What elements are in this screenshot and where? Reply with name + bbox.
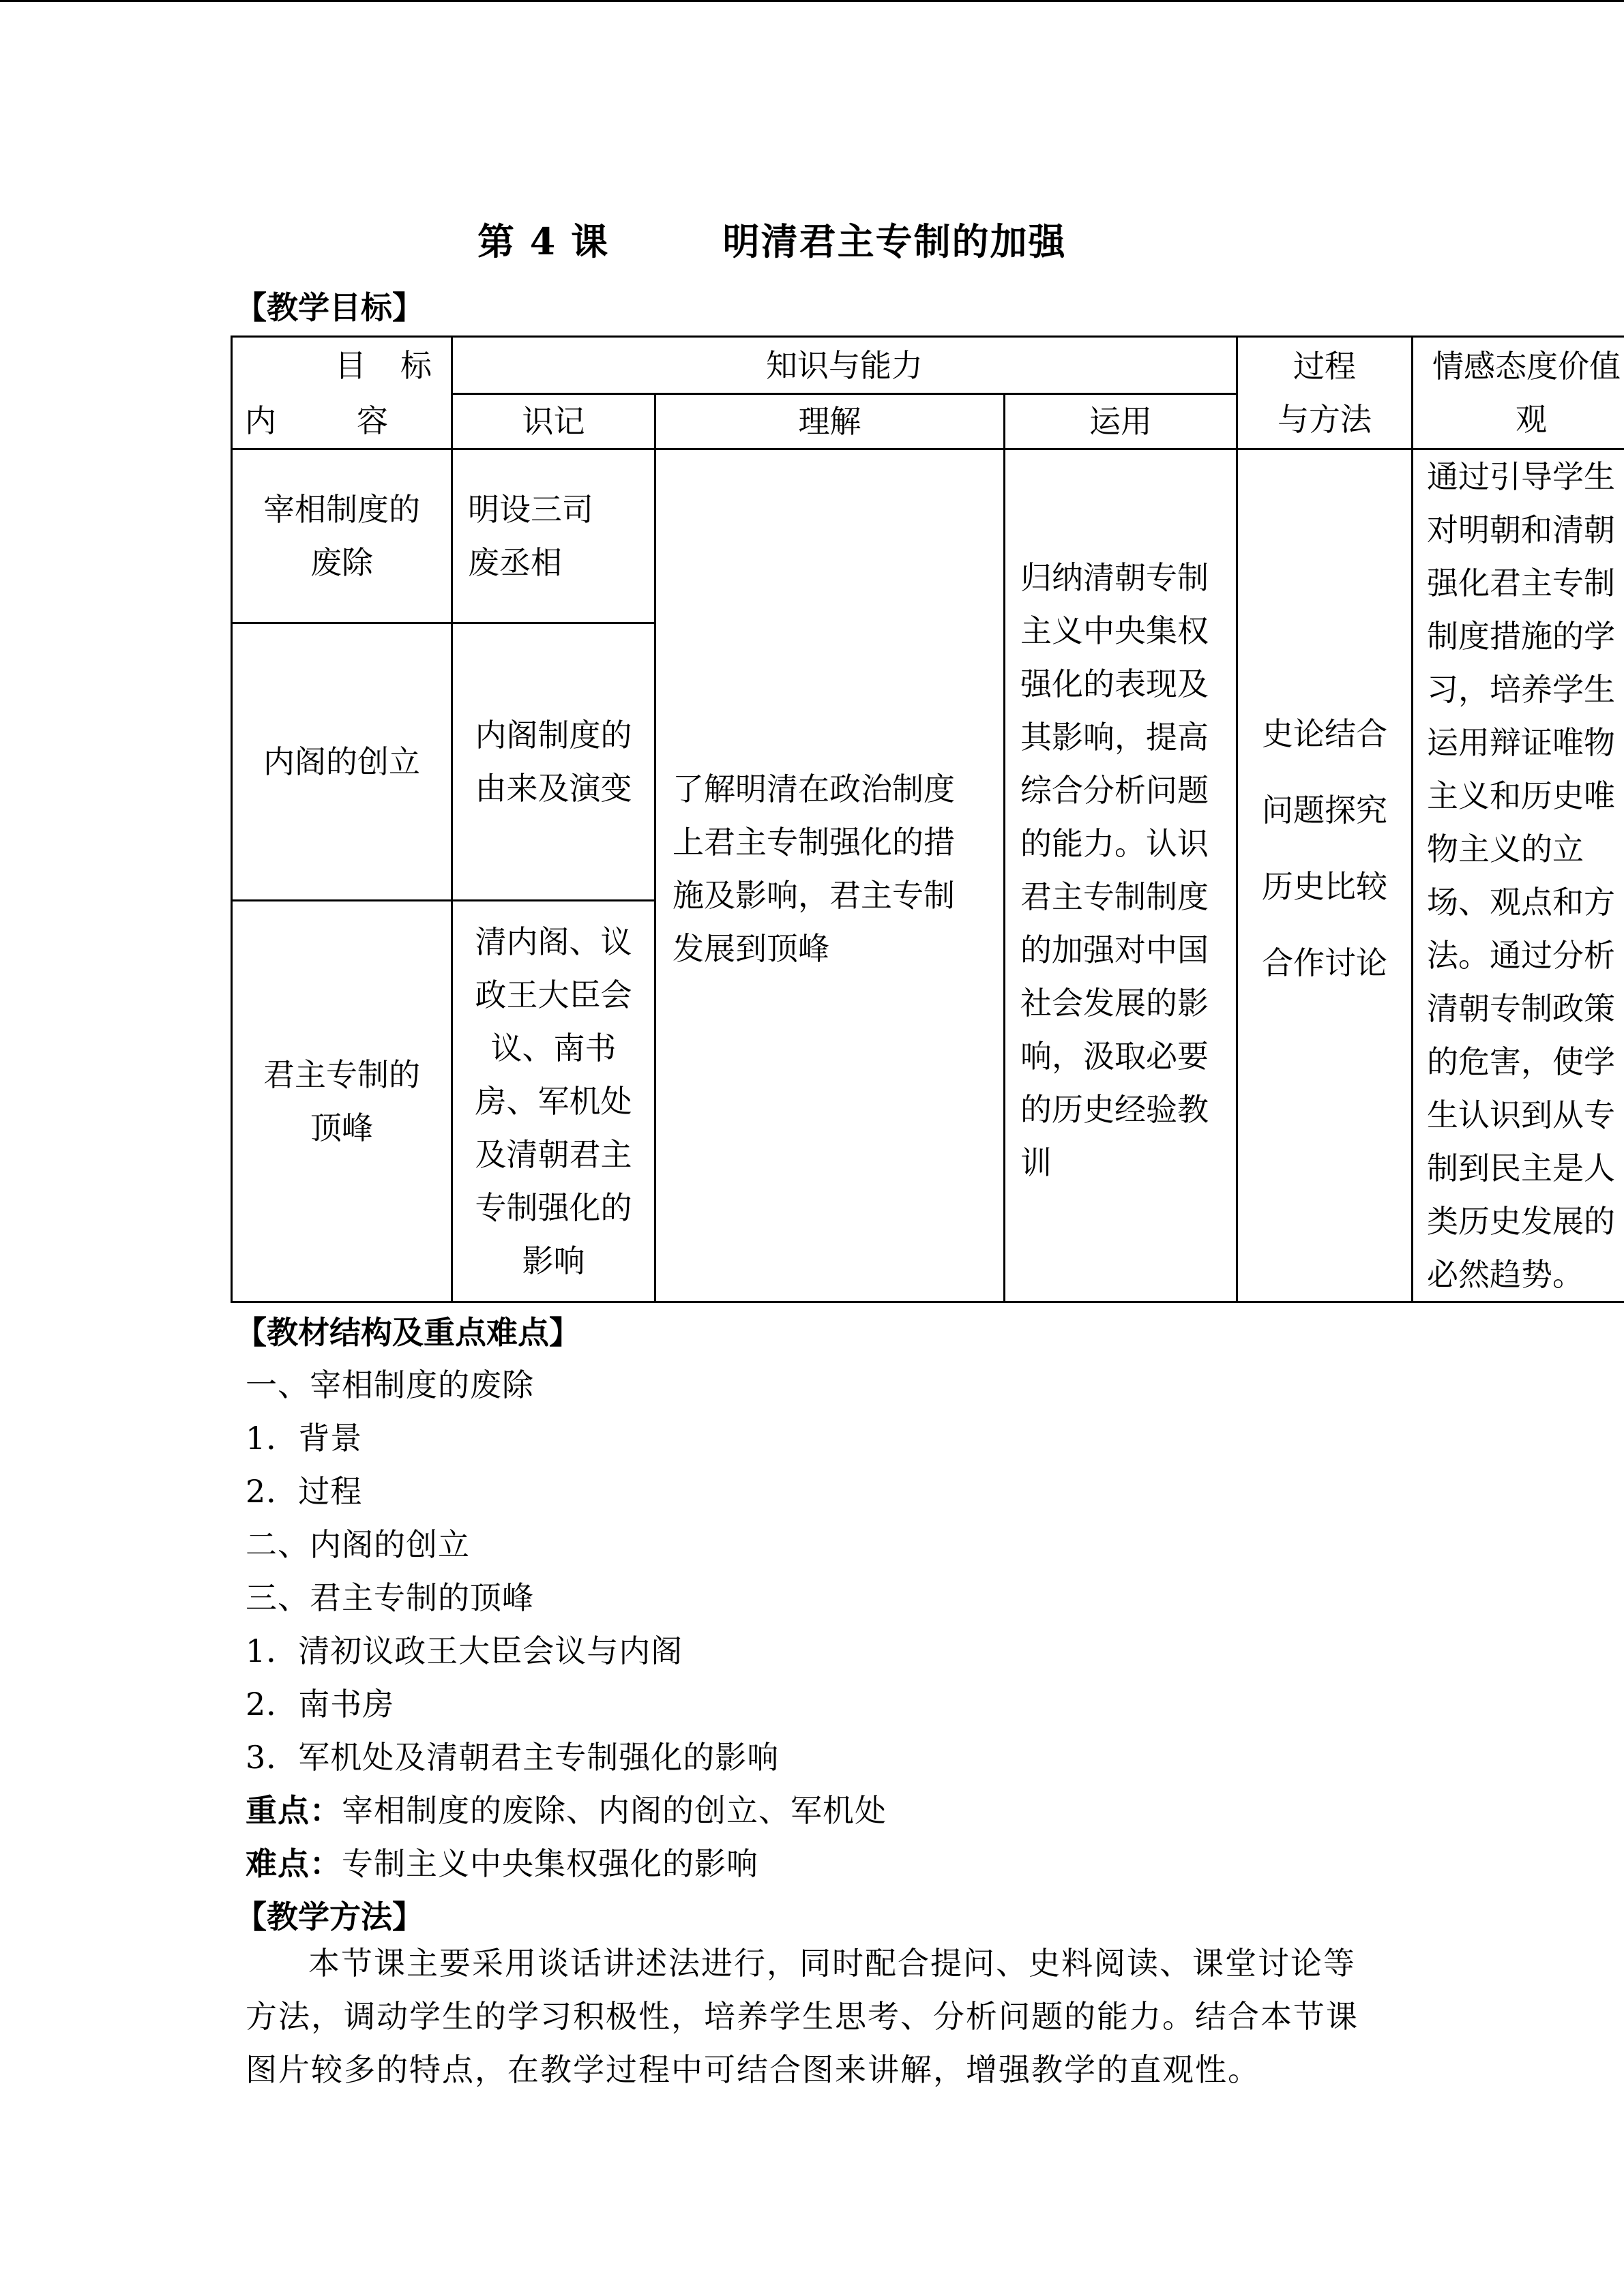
emotion-line: 类历史发展的 — [1427, 1203, 1616, 1240]
emotion-line: 强化君主专制 — [1427, 565, 1616, 601]
structure-item: 二、内阁的创立 — [246, 1526, 470, 1563]
apply-line: 响，汲取必要 — [1020, 1038, 1209, 1075]
process-line: 合作讨论 — [1262, 944, 1388, 981]
understand-line: 施及影响，君主专制 — [673, 877, 955, 914]
header-recall: 识记 — [452, 394, 655, 449]
header-emotion — [1413, 337, 1624, 449]
apply-line: 主义中央集权 — [1020, 612, 1209, 649]
emotion-line: 制度措施的学 — [1427, 618, 1616, 655]
emotion-line: 习，培养学生 — [1427, 671, 1616, 708]
key-points — [246, 1786, 887, 1831]
emotion-line: 通过引导学生 — [1427, 458, 1616, 495]
apply-line: 的能力。认识 — [1020, 825, 1209, 862]
header-apply: 运用 — [1005, 394, 1237, 449]
apply-line: 其影响，提高 — [1020, 719, 1209, 756]
diff-text: 专制主义中央集权强化的影响 — [342, 1845, 758, 1882]
topic-cell-1 — [232, 449, 452, 623]
apply-cell — [1005, 449, 1237, 1302]
recall-line: 由来及演变 — [475, 769, 632, 807]
header-emotion-line: 观 — [1516, 401, 1548, 438]
apply-line: 君主专制制度 — [1020, 878, 1209, 915]
understand-line: 上君主专制强化的措 — [673, 824, 955, 861]
apply-line: 强化的表现及 — [1020, 666, 1209, 702]
structure-item: 三、君主专制的顶峰 — [246, 1579, 534, 1616]
apply-line: 的加强对中国 — [1020, 931, 1209, 968]
recall-line: 明设三司 — [468, 490, 593, 528]
structure-item: 1．清初议政王大臣会议与内阁 — [246, 1632, 683, 1669]
recall-line: 及清朝君主 — [475, 1136, 632, 1174]
recall-line: 废丞相 — [468, 543, 562, 581]
corner-bottom-char: 内 — [245, 402, 276, 440]
key-text: 宰相制度的废除、内阁的创立、军机处 — [342, 1792, 887, 1829]
structure-item: 2．过程 — [246, 1473, 363, 1510]
corner-top-char: 目 — [335, 347, 366, 385]
understand-cell — [655, 449, 1005, 1302]
method-heading: 【教学方法】 — [235, 1898, 424, 1935]
goals-heading: 【教学目标】 — [235, 289, 424, 326]
structure-item: 2．南书房 — [246, 1686, 395, 1723]
process-line: 史论结合 — [1262, 715, 1388, 752]
corner-cell-bottom — [232, 394, 452, 449]
recall-cell-3 — [452, 901, 655, 1302]
header-process-line: 与方法 — [1278, 401, 1372, 438]
recall-line: 议、南书 — [490, 1030, 617, 1067]
topic-cell-3 — [232, 901, 452, 1302]
page-title: 第 4 课 明清君主专制的加强 — [477, 220, 1067, 263]
understand-line: 了解明清在政治制度 — [673, 771, 955, 807]
understand-line: 发展到顶峰 — [673, 930, 829, 967]
topic-line: 废除 — [310, 543, 373, 581]
process-line: 历史比较 — [1262, 868, 1388, 905]
apply-line: 社会发展的影 — [1020, 985, 1209, 1022]
recall-cell-1 — [452, 449, 655, 623]
header-process — [1237, 337, 1413, 449]
header-emotion-line: 情感态度价值 — [1432, 348, 1621, 385]
recall-line: 专制强化的 — [475, 1189, 632, 1227]
header-knowledge: 知识与能力 — [452, 337, 1237, 394]
emotion-line: 必然趋势。 — [1427, 1256, 1584, 1293]
teaching-goals-table — [231, 336, 1624, 1303]
topic-line: 宰相制度的 — [263, 490, 420, 528]
emotion-line: 运用辩证唯物 — [1427, 724, 1616, 761]
structure-item: 一、宰相制度的废除 — [246, 1367, 534, 1403]
emotion-cell — [1413, 449, 1624, 1302]
emotion-line: 场、观点和方 — [1427, 884, 1616, 921]
apply-line: 训 — [1020, 1144, 1052, 1181]
process-cell — [1237, 449, 1413, 1302]
recall-line: 内阁制度的 — [475, 716, 632, 754]
header-understand: 理解 — [655, 394, 1005, 449]
process-line: 问题探究 — [1262, 792, 1388, 829]
topic-cell-2: 内阁的创立 — [232, 623, 452, 900]
emotion-line: 制到民主是人 — [1427, 1150, 1616, 1187]
corner-cell-top — [232, 337, 452, 394]
emotion-line: 物主义的立 — [1427, 831, 1584, 867]
corner-bottom-char: 容 — [357, 402, 388, 440]
structure-item: 1．背景 — [246, 1420, 363, 1457]
apply-line: 归纳清朝专制 — [1020, 559, 1209, 596]
recall-cell-2 — [452, 623, 655, 900]
emotion-line: 生认识到从专 — [1427, 1097, 1616, 1133]
recall-line: 房、军机处 — [475, 1083, 632, 1120]
structure-heading: 【教材结构及重点难点】 — [235, 1314, 580, 1351]
header-process-line: 过程 — [1293, 348, 1357, 385]
topic-line: 君主专制的 — [263, 1056, 420, 1094]
page-top-border — [0, 0, 1624, 2]
diff-label: 难点： — [246, 1845, 342, 1882]
recall-line: 政王大臣会 — [475, 976, 632, 1014]
recall-line: 清内阁、议 — [475, 923, 632, 961]
key-label: 重点： — [246, 1792, 342, 1829]
emotion-line: 清朝专制政策 — [1427, 990, 1616, 1027]
recall-line: 影响 — [522, 1242, 585, 1280]
apply-line: 的历史经验教 — [1020, 1091, 1209, 1128]
structure-item: 3．军机处及清朝君主专制强化的影响 — [246, 1739, 780, 1776]
corner-top-char: 标 — [400, 347, 432, 385]
emotion-line: 对明朝和清朝 — [1427, 511, 1616, 548]
emotion-line: 法。通过分析 — [1427, 937, 1616, 974]
apply-line: 综合分析问题 — [1020, 772, 1209, 809]
topic-line: 顶峰 — [310, 1109, 373, 1147]
emotion-line: 主义和历史唯 — [1427, 777, 1616, 814]
method-paragraph: 本节课主要采用谈话讲述法进行，同时配合提问、史料阅读、课堂讨论等方法，调动学生的学习积极性，培养学生思考、分析问题的能力。结合本节课图片较多的特点，在教学过程中可结合图来讲解，增强教学的直观性。 — [246, 1945, 1359, 2088]
emotion-line: 的危害，使学 — [1427, 1043, 1616, 1080]
difficult-points — [246, 1839, 758, 1884]
